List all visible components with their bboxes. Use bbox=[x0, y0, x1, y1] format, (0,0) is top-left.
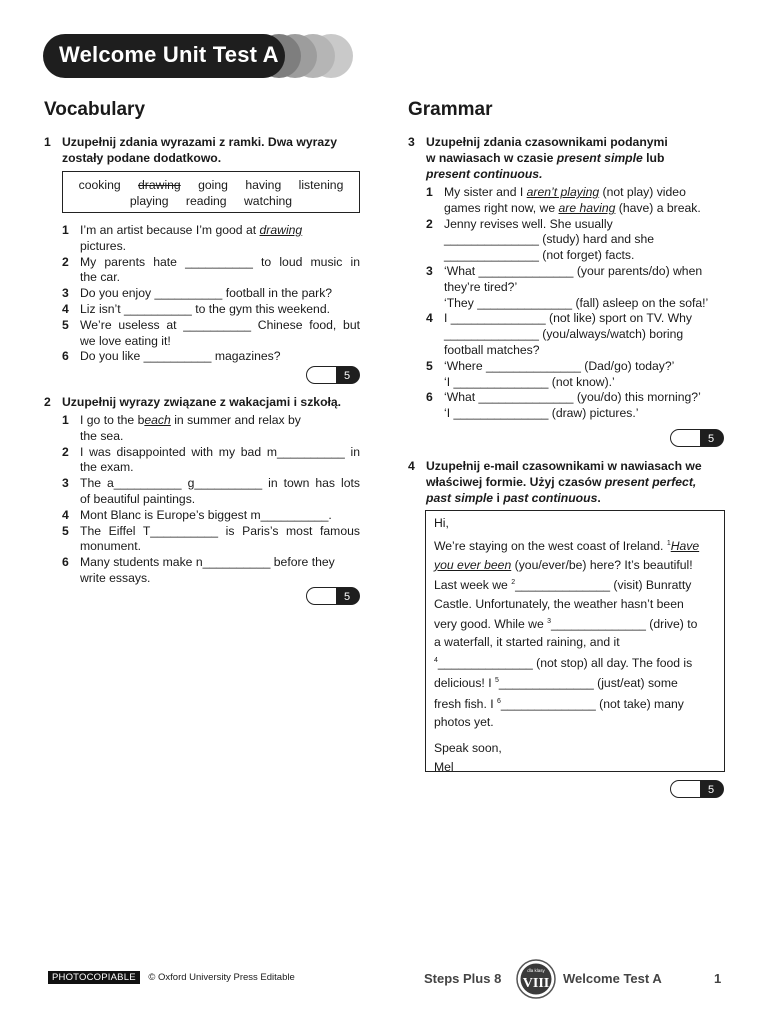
task4-instruction-line1: Uzupełnij e-mail czasownikami w nawiasach we bbox=[426, 459, 702, 473]
item-line: write essays. bbox=[80, 570, 151, 585]
example-answer: you ever been bbox=[434, 557, 512, 572]
email-line bbox=[434, 556, 716, 574]
email-text: ______________ (just/eat) some bbox=[498, 676, 678, 691]
word: reading bbox=[185, 194, 227, 208]
word: going bbox=[198, 178, 228, 192]
word: playing bbox=[129, 194, 169, 208]
email-text: (you/ever/be) here? It’s beautiful! bbox=[511, 557, 693, 572]
task4-instruction-line3 bbox=[426, 490, 726, 506]
item-line: Mont Blanc is Europe’s biggest m__________. bbox=[80, 507, 332, 522]
task1-item bbox=[62, 286, 360, 302]
task2-number: 2 bbox=[44, 395, 51, 409]
item-number: 6 bbox=[62, 349, 69, 364]
email-text: ______________ (visit) Bunratty bbox=[515, 578, 692, 593]
gap-number: 1 bbox=[666, 540, 671, 548]
email-text: ______________ (drive) to bbox=[551, 617, 698, 632]
email-greeting: Hi, bbox=[434, 516, 449, 530]
item-line bbox=[80, 413, 360, 429]
tense-name: present perfect, bbox=[604, 475, 697, 489]
page-number: 1 bbox=[714, 971, 722, 986]
score-value: 5 bbox=[343, 370, 351, 382]
email-text: Last week we bbox=[434, 578, 512, 593]
gap-number: 5 bbox=[494, 677, 499, 685]
instruction-text: . bbox=[597, 491, 601, 505]
item-number: 4 bbox=[426, 311, 433, 326]
gap-number: 2 bbox=[511, 579, 516, 587]
task1-item bbox=[62, 255, 360, 287]
item-number: 5 bbox=[62, 317, 69, 332]
email-text: ______________ (not take) many bbox=[500, 696, 684, 711]
item-number: 3 bbox=[62, 286, 69, 301]
task1-number: 1 bbox=[44, 135, 51, 149]
email-text: very good. While we bbox=[434, 617, 548, 632]
item-line: Liz isn’t __________ to the gym this weekend. bbox=[80, 301, 331, 316]
class-logo-icon bbox=[516, 959, 556, 999]
task3-item bbox=[426, 264, 726, 311]
task1-items bbox=[62, 223, 360, 365]
task2-item bbox=[62, 524, 360, 556]
task2-item bbox=[62, 413, 360, 445]
item-line: ‘What ______________ (you/do) this morning?’ bbox=[444, 390, 701, 405]
task2-item bbox=[62, 508, 360, 524]
item-line: the sea. bbox=[80, 428, 124, 443]
task3-item bbox=[426, 217, 726, 264]
word-box bbox=[62, 171, 360, 213]
item-number: 3 bbox=[62, 476, 69, 491]
task3-instruction bbox=[408, 134, 726, 182]
task3-item bbox=[426, 311, 726, 358]
task1-item bbox=[62, 302, 360, 318]
task2-instruction bbox=[44, 394, 362, 410]
item-line: ‘I ______________ (not know).’ bbox=[444, 374, 615, 389]
task2-item bbox=[62, 445, 360, 477]
score-box-task3 bbox=[670, 429, 724, 447]
unit-banner bbox=[43, 34, 355, 78]
item-number: 2 bbox=[62, 254, 69, 269]
email-line bbox=[434, 574, 716, 594]
item-text: (not play) video bbox=[599, 185, 686, 199]
logo-small-text: dla klasy bbox=[527, 968, 545, 973]
item-line: of beautiful paintings. bbox=[80, 491, 196, 506]
word: having bbox=[245, 178, 282, 192]
email-text: delicious! I bbox=[434, 676, 495, 691]
item-line: football matches? bbox=[444, 342, 540, 357]
item-line: The Eiffel T__________ is Paris’s most famous bbox=[80, 523, 360, 538]
task3-instruction-line2 bbox=[426, 150, 726, 166]
item-number: 1 bbox=[62, 413, 69, 427]
email-line bbox=[434, 672, 716, 692]
task1-instruction-line2: zostały podane dodatkowo. bbox=[62, 151, 222, 165]
example-answer: each bbox=[144, 413, 171, 427]
task1-instruction bbox=[44, 134, 362, 166]
item-text: games right now, we bbox=[444, 200, 559, 215]
score-value: 5 bbox=[707, 784, 715, 796]
email-box bbox=[425, 510, 725, 772]
score-box-task4 bbox=[670, 780, 724, 798]
item-line: Do you enjoy __________ football in the park? bbox=[80, 286, 333, 301]
email-signoff: Speak soon, bbox=[434, 741, 502, 756]
email-line bbox=[434, 693, 716, 713]
item-line: ______________ (not forget) facts. bbox=[444, 248, 635, 263]
item-line: The a__________ g__________ in town has lots bbox=[80, 476, 360, 491]
item-text: I’m an artist because I’m good at bbox=[80, 223, 260, 237]
tense-name: past continuous bbox=[503, 491, 598, 505]
task2-item bbox=[62, 476, 360, 508]
instruction-text: i bbox=[493, 491, 504, 505]
email-line: photos yet. bbox=[434, 715, 494, 730]
tense-name: present continuous. bbox=[426, 167, 543, 181]
task3-item bbox=[426, 359, 726, 391]
tense-name: present simple bbox=[556, 151, 643, 165]
item-line: pictures. bbox=[80, 238, 127, 253]
email-text: We’re staying on the west coast of Ireland. bbox=[434, 539, 667, 554]
footer-left bbox=[48, 972, 295, 983]
instruction-text: lub bbox=[642, 151, 665, 165]
task1-item bbox=[62, 223, 360, 255]
logo-numeral: VIII bbox=[522, 976, 550, 991]
item-number: 1 bbox=[62, 223, 69, 237]
email-line bbox=[434, 652, 716, 672]
word-box-row2 bbox=[63, 193, 359, 209]
vocabulary-heading: Vocabulary bbox=[44, 99, 146, 120]
instruction-text: w nawiasach w czasie bbox=[426, 151, 557, 165]
item-line: I was disappointed with my bad m__________ in bbox=[80, 444, 360, 459]
item-number: 5 bbox=[62, 523, 69, 538]
photocopiable-badge: PHOTOCOPIABLE bbox=[48, 971, 140, 984]
item-line: the car. bbox=[80, 270, 120, 285]
gap-number: 6 bbox=[497, 697, 501, 705]
email-signature: Mel bbox=[434, 759, 454, 774]
task3-instruction-line1: Uzupełnij zdania czasownikami podanymi bbox=[426, 135, 668, 149]
task2-instruction-text: Uzupełnij wyrazy związane z wakacjami i szkołą. bbox=[62, 395, 342, 409]
gap-number: 3 bbox=[547, 618, 552, 626]
email-line bbox=[434, 613, 716, 633]
item-line: I ______________ (not like) sport on TV. Why bbox=[444, 311, 692, 326]
item-number: 4 bbox=[62, 301, 69, 316]
word-box-row1 bbox=[63, 177, 359, 193]
task2-item bbox=[62, 555, 360, 587]
example-answer: aren’t playing bbox=[526, 185, 600, 199]
email-line bbox=[434, 535, 716, 555]
item-line: Many students make n__________ before they bbox=[80, 555, 335, 570]
item-line: We’re useless at __________ Chinese food, but bbox=[80, 317, 360, 332]
item-number: 6 bbox=[426, 390, 433, 405]
score-value: 5 bbox=[343, 591, 351, 603]
grammar-heading: Grammar bbox=[408, 99, 493, 120]
example-answer: drawing bbox=[259, 223, 303, 237]
email-line: a waterfall, it started raining, and it bbox=[434, 635, 620, 650]
word: watching bbox=[243, 194, 293, 208]
item-line: Jenny revises well. She usually bbox=[444, 216, 613, 231]
task1-item bbox=[62, 318, 360, 350]
item-line: ‘What ______________ (your parents/do) when bbox=[444, 263, 703, 278]
task1-item bbox=[62, 349, 360, 365]
item-line: the exam. bbox=[80, 460, 134, 475]
item-number: 6 bbox=[62, 555, 69, 570]
item-number: 2 bbox=[426, 216, 433, 231]
item-line: My parents hate __________ to loud music in bbox=[80, 254, 360, 269]
task4-instruction-line2 bbox=[426, 474, 726, 490]
score-box-task1 bbox=[306, 366, 360, 384]
item-line bbox=[444, 201, 726, 217]
task4-number: 4 bbox=[408, 459, 415, 473]
word: listening bbox=[298, 178, 344, 192]
item-text: My sister and I bbox=[444, 185, 527, 199]
tense-name: past simple bbox=[426, 491, 494, 505]
item-line: ______________ (you/always/watch) boring bbox=[444, 327, 684, 342]
item-number: 1 bbox=[426, 185, 433, 199]
item-line bbox=[80, 223, 360, 239]
copyright-text: © Oxford University Press Editable bbox=[148, 972, 295, 983]
email-text: fresh fish. I bbox=[434, 696, 497, 711]
instruction-text: właściwej formie. Użyj czasów bbox=[426, 475, 605, 489]
word: cooking bbox=[78, 178, 121, 192]
test-name: Welcome Test A bbox=[563, 971, 662, 986]
item-line: we love eating it! bbox=[80, 333, 171, 348]
item-number: 3 bbox=[426, 263, 433, 278]
task3-item bbox=[426, 185, 726, 217]
item-text: (have) a break. bbox=[615, 200, 701, 215]
item-line: they’re tired?’ bbox=[444, 279, 518, 294]
email-text: ______________ (not stop) all day. The food is bbox=[437, 655, 693, 670]
item-line: ‘They ______________ (fall) asleep on the sofa!’ bbox=[444, 295, 709, 310]
score-box-task2 bbox=[306, 587, 360, 605]
item-number: 5 bbox=[426, 358, 433, 373]
page-title: Welcome Unit Test A bbox=[59, 42, 279, 67]
task3-number: 3 bbox=[408, 135, 415, 149]
word-crossed-out: drawing bbox=[138, 178, 181, 192]
item-line: ______________ (study) hard and she bbox=[444, 232, 655, 247]
example-answer: Have bbox=[670, 539, 700, 554]
task2-items bbox=[62, 413, 360, 587]
example-answer: are having bbox=[558, 200, 616, 215]
item-number: 2 bbox=[62, 444, 69, 459]
task4-instruction bbox=[408, 458, 726, 506]
email-line: Castle. Unfortunately, the weather hasn’t been bbox=[434, 596, 684, 611]
item-line: ‘Where ______________ (Dad/go) today?’ bbox=[444, 358, 675, 373]
task3-items bbox=[426, 185, 726, 422]
score-value: 5 bbox=[707, 433, 715, 445]
task3-item bbox=[426, 390, 726, 422]
item-number: 4 bbox=[62, 507, 69, 522]
item-line: Do you like __________ magazines? bbox=[80, 349, 281, 364]
task1-instruction-line1: Uzupełnij zdania wyrazami z ramki. Dwa wyrazy bbox=[62, 135, 337, 149]
series-name: Steps Plus 8 bbox=[424, 971, 502, 986]
item-line: monument. bbox=[80, 539, 141, 554]
item-text: I go to the b bbox=[80, 413, 145, 427]
item-line bbox=[444, 185, 726, 201]
gap-number: 4 bbox=[434, 656, 438, 664]
item-line: ‘I ______________ (draw) pictures.’ bbox=[444, 406, 639, 421]
item-text: in summer and relax by bbox=[170, 413, 301, 427]
